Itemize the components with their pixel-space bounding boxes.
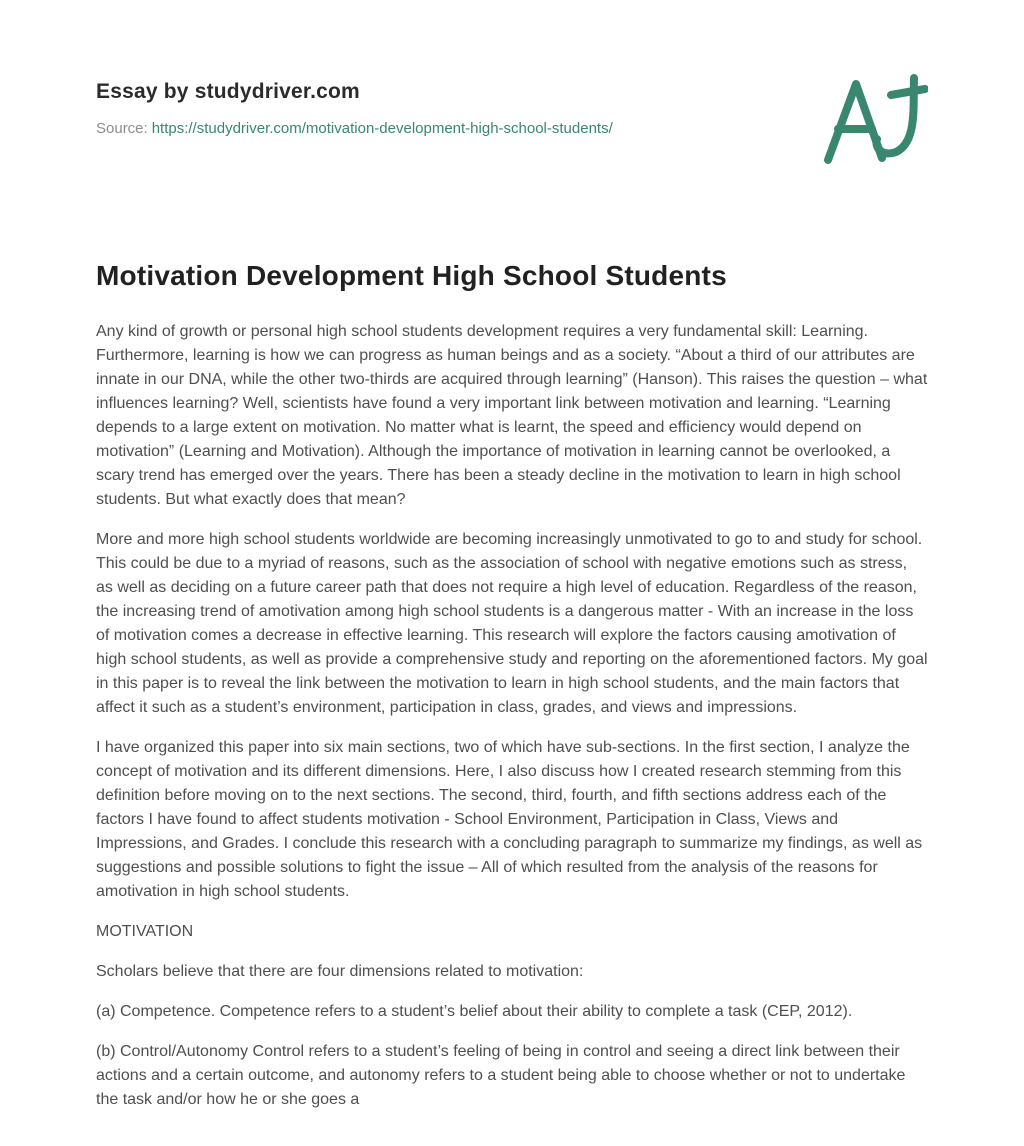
article-body [96, 320, 928, 1112]
article-paragraph: (b) Control/Autonomy Control refers to a student’s feeling of being in control and seeing a direct link between their actions and a certain outcome, and autonomy refers to a student being able to choose whether or not to undertake the task and/or how he or she goes a [96, 1043, 906, 1108]
source-label: Source: [96, 120, 148, 137]
article-paragraph: Any kind of growth or personal high school students development requires a very fundamental skill: Learning. Furthermore, learning is how we can progress as human beings and as a society. “About a third of our attributes are innate in our DNA, while the other two-thirds are acquired through learning” (Hanson). This raises the question – what influences learning? Well, scientists have found a very important link between motivation and learning. “Learning depends to a large extent on motivation. No matter what is learnt, the speed and efficiency would depend on motivation” (Learning and Motivation). Although the importance of motivation in learning cannot be overlooked, a scary trend has emerged over the years. There has been a steady decline in the motivation to learn in high school students. But what exactly does that mean? [96, 323, 928, 508]
article-paragraph: More and more high school students worldwide are becoming increasingly unmotivated to go to and study for school. This could be due to a myriad of reasons, such as the association of school with negative emotions such as stress, as well as deciding on a future career path that does not require a high level of education. Regardless of the reason, the increasing trend of amotivation among high school students is a dangerous matter - With an increase in the loss of motivation comes a decrease in effective learning. This research will explore the factors causing amotivation of high school students, as well as provide a comprehensive study and reporting on the aforementioned factors. My goal in this paper is to reveal the link between the motivation to learn in high school students, and the main factors that affect it such as a student’s environment, participation in class, grades, and views and impressions. [96, 531, 928, 716]
article [96, 260, 928, 1112]
article-paragraph: (a) Competence. Competence refers to a student’s belief about their ability to complete a task (CEP, 2012). [96, 1003, 853, 1020]
essay-by-title: Essay by studydriver.com [96, 80, 360, 103]
article-paragraph: Scholars believe that there are four dimensions related to motivation: [96, 963, 584, 980]
document-header [96, 76, 928, 164]
article-paragraph: I have organized this paper into six main sections, two of which have sub-sections. In the first section, I analyze the concept of motivation and its different dimensions. Here, I also discuss how I created research stemming from this definition before moving on to the next sections. The second, third, fourth, and fifth sections address each of the factors I have found to affect students motivation - School Environment, Participation in Class, Views and Impressions, and Grades. I conclude this research with a concluding paragraph to summarize my findings, as well as suggestions and possible solutions to fight the issue – All of which resulted from the analysis of the reasons for amotivation in high school students. [96, 739, 923, 900]
article-paragraph: MOTIVATION [96, 923, 194, 940]
studydriver-logo-icon [822, 72, 928, 164]
source-line [96, 120, 613, 137]
header-left [96, 76, 613, 137]
source-url-link[interactable]: https://studydriver.com/motivation-development-high-school-students/ [151, 120, 613, 137]
article-title: Motivation Development High School Students [96, 260, 727, 291]
